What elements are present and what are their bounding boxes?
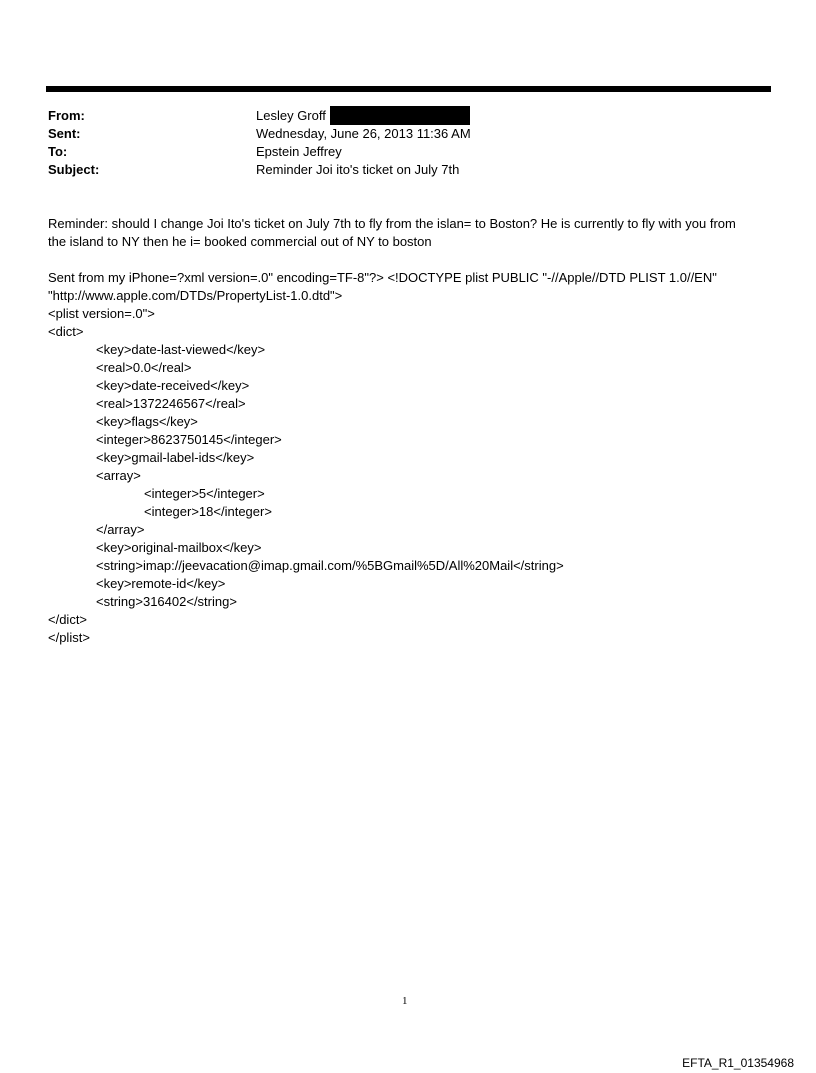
- plist-line: </dict>: [48, 612, 88, 627]
- plist-line: <real>1372246567</real>: [96, 396, 246, 411]
- plist-line: <key>date-received</key>: [96, 378, 250, 393]
- plist-line: <integer>5</integer>: [144, 486, 265, 501]
- plist-line: <plist version=.0">: [48, 306, 155, 321]
- plist-line: <key>date-last-viewed</key>: [96, 342, 266, 357]
- subject-row: [48, 161, 748, 179]
- to-row: [48, 143, 748, 161]
- plist-line: <key>flags</key>: [96, 414, 198, 429]
- sender-name: Lesley Groff: [256, 108, 326, 123]
- plist-line: <string>imap://jeevacation@imap.gmail.com/%5BGmail%5D/All%20Mail</string>: [96, 558, 564, 573]
- subject-label: Subject:: [48, 162, 100, 177]
- sent-row: [48, 125, 748, 143]
- sent-value: Wednesday, June 26, 2013 11:36 AM: [256, 126, 471, 141]
- from-row: [48, 107, 748, 125]
- sent-from-line: Sent from my iPhone=?xml version=.0" encoding=TF-8"?> <!DOCTYPE plist PUBLIC "-//Apple//DTD PLIST 1.0//EN": [48, 270, 717, 285]
- plist-line: <key>gmail-label-ids</key>: [96, 450, 255, 465]
- sent-label: Sent:: [48, 126, 81, 141]
- to-value: Epstein Jeffrey: [256, 144, 342, 159]
- from-label: From:: [48, 108, 85, 123]
- sent-from-paragraph: [48, 269, 778, 305]
- plist-line: <dict>: [48, 324, 84, 339]
- redaction-box: [330, 106, 470, 125]
- page-number: 1: [402, 995, 408, 1007]
- plist-line: </plist>: [48, 630, 90, 645]
- plist-line: <array>: [96, 468, 141, 483]
- message-line: Reminder: should I change Joi Ito's ticket on July 7th to fly from the islan= to Boston? He is currently to fly with you from: [48, 216, 736, 231]
- message-paragraph: [48, 215, 778, 251]
- plist-line: <real>0.0</real>: [96, 360, 192, 375]
- from-value: [256, 107, 470, 126]
- top-divider: [46, 86, 771, 92]
- to-label: To:: [48, 144, 68, 159]
- plist-line: <integer>18</integer>: [144, 504, 272, 519]
- message-line: the island to NY then he i= booked commercial out of NY to boston: [48, 234, 432, 249]
- sent-from-line: "http://www.apple.com/DTDs/PropertyList-1.0.dtd">: [48, 288, 343, 303]
- plist-line: <integer>8623750145</integer>: [96, 432, 282, 447]
- plist-line: <key>remote-id</key>: [96, 576, 226, 591]
- plist-line: </array>: [96, 522, 145, 537]
- plist-line: <key>original-mailbox</key>: [96, 540, 262, 555]
- subject-value: Reminder Joi ito's ticket on July 7th: [256, 162, 460, 177]
- plist-line: <string>316402</string>: [96, 594, 237, 609]
- document-id: EFTA_R1_01354968: [682, 1056, 794, 1070]
